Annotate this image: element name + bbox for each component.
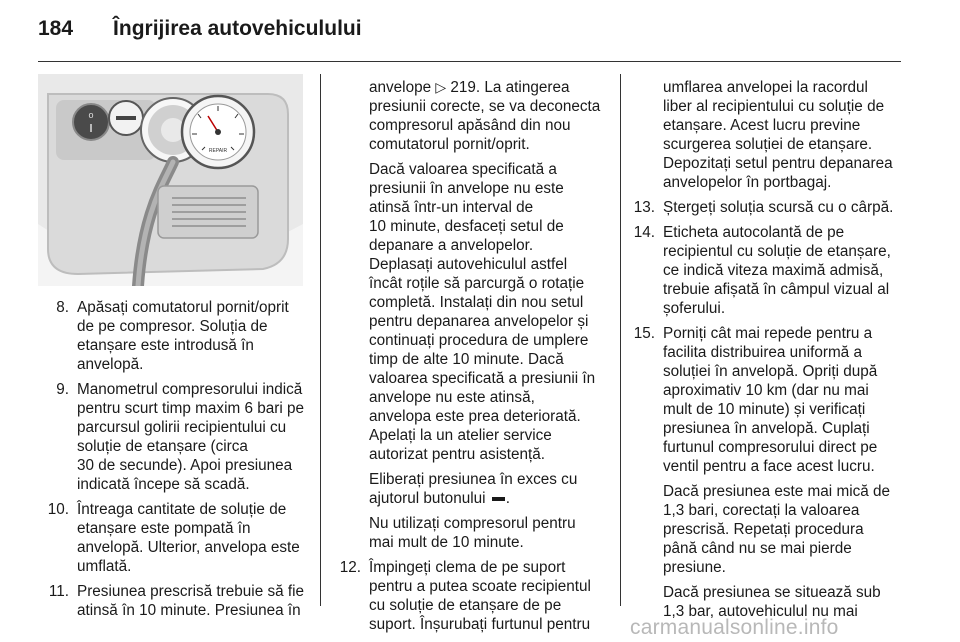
column-3	[624, 78, 924, 627]
list-item	[624, 198, 924, 217]
item-number: 15.	[633, 325, 655, 342]
item-number: 14.	[633, 224, 655, 241]
item-number: 12.	[339, 559, 361, 576]
page-header	[38, 14, 362, 44]
item-number: 11.	[48, 583, 69, 600]
watermark: carmanualsonline.info	[630, 616, 839, 639]
item-number: 13.	[633, 199, 655, 216]
item-text: Eticheta autocolantă de pe recipientul cu soluție de etanșare, ce indică viteza maximă admisă, trebuie afișată în câmpul vizual al șoferului.	[663, 224, 891, 317]
list-item	[38, 582, 310, 620]
paragraph: Nu utilizați compresorul pentru mai mult de 10 minute.	[369, 515, 576, 551]
paragraph: Dacă valoarea specificată a presiunii în anvelope nu este atinsă într-un interval de 10 minute, desfaceți setul de depanare a anvelopelor. Deplasați autovehiculul astfel încât roțile să parcurgă o rotație completă. Instalați din nou setul pentru depanarea anvelopelor și continuați procedura de umplere timp de alte 10 minute. Dacă valoarea specificată a presiunii în anvelope nu este atinsă, anvelopa este prea deteriorată. Apelați la un atelier service autorizat pentru asistență.	[369, 161, 596, 463]
compressor-drawing	[38, 74, 303, 286]
page-number: 184	[38, 17, 74, 40]
list-item	[38, 500, 310, 576]
item-text: Împingeți clema de pe suport pentru a putea scoate recipientul cu soluție de etanșare de pe suport. Înșurubați furtunul pentru	[369, 559, 591, 633]
tyre-compressor-illustration	[38, 74, 303, 286]
column-1	[38, 298, 310, 626]
item-text: Ștergeți soluția scursă cu o cârpă.	[663, 199, 894, 216]
list-item	[330, 558, 615, 634]
item-text: Manometrul compresorului indică pentru scurt timp maxim 6 bari pe parcursul golirii recipientului cu soluție de etanșare (circa 30 de secunde). Apoi presiunea indicată începe să scadă.	[77, 381, 304, 493]
minus-button-icon	[492, 497, 505, 501]
paragraph	[330, 78, 615, 154]
page-reference[interactable]: 219	[450, 79, 476, 96]
paragraph: Dacă presiunea este mai mică de 1,3 bari, corectați la valoarea prescrisă. Repetați procedura până când nu se mai pierde presiune.	[663, 483, 891, 576]
text-run: anvelope	[369, 79, 436, 96]
item-text: Porniți cât mai repede pentru a facilita distribuirea uniformă a soluției în anvelopă. Opriți după aproximativ 10 km (dar nu mai mult de 10 minute) și verificați presiunea în anvelopă. Cuplați furtunul compresorului direct pe ventil pentru a face acest lucru.	[663, 325, 878, 475]
paragraph: Dacă presiunea se situează sub 1,3 bar, autovehiculul nu mai	[663, 584, 881, 620]
column-divider-1	[320, 74, 321, 606]
paragraph	[330, 470, 615, 508]
text-run: Eliberați presiunea în exces cu ajutorul butonului	[369, 471, 578, 507]
list-item	[38, 298, 310, 374]
paragraph: umflarea anvelopei la racordul liber al recipientului cu soluție de etanșare. Acest lucru previne scurgerea soluției de etanșare. Depozitați setul pentru depanarea anvelopelor în portbagaj.	[663, 79, 893, 191]
column-2	[330, 78, 615, 640]
list-item	[38, 380, 310, 494]
item-text: Apăsați comutatorul pornit/oprit de pe compresor. Soluția de etanșare este introdusă în anvelopă.	[77, 299, 289, 373]
item-number: 10.	[47, 501, 69, 518]
column-divider-2	[620, 74, 621, 606]
header-rule	[38, 61, 901, 62]
page-reference-icon: ▷	[435, 79, 447, 95]
svg-text:REPAIR: REPAIR	[208, 148, 228, 154]
svg-text:o: o	[88, 110, 94, 120]
item-number: 9.	[56, 381, 69, 398]
page-title: Îngrijirea autovehiculului	[113, 17, 362, 40]
item-number: 8.	[56, 299, 69, 316]
item-text: Presiunea prescrisă trebuie să fie atinsă în 10 minute. Presiunea în	[77, 583, 305, 619]
text-run: . La atingerea presiunii corecte, se va deconecta compresorul apăsând din nou comutatorul pornit/oprit.	[369, 79, 601, 153]
item-text: Întreaga cantitate de soluție de etanșare este pompată în anvelopă. Ulterior, anvelopa este umflată.	[77, 501, 300, 575]
text-run: .	[505, 490, 511, 507]
list-item	[624, 324, 924, 476]
list-item	[624, 223, 924, 318]
